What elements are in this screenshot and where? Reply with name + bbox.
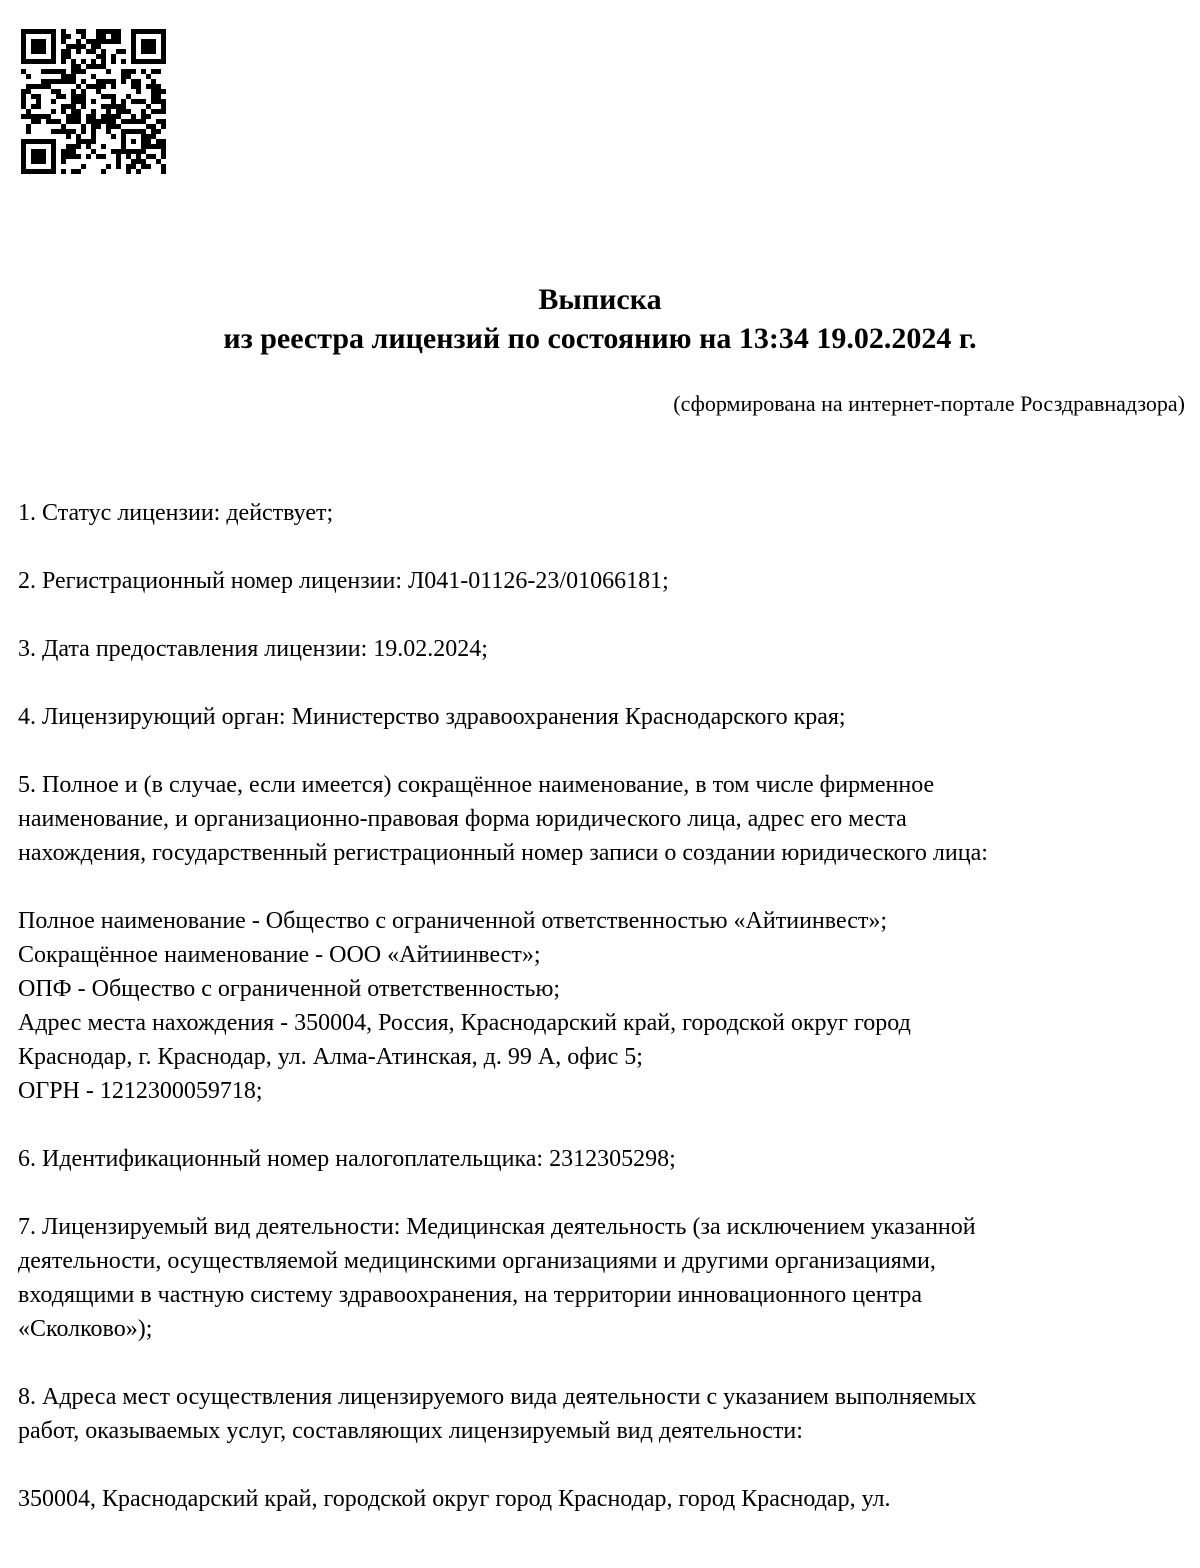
paragraph-line: 3. Дата предоставления лицензии: 19.02.2024; — [18, 636, 488, 662]
paragraph-line: работ, оказываемых услуг, составляющих лицензируемый вид деятельности: — [18, 1418, 803, 1444]
paragraph — [18, 1482, 1193, 1516]
paragraph — [18, 496, 1193, 530]
paragraph-line: Полное наименование - Общество с ограниченной ответственностью «Айтиинвест»; — [18, 908, 888, 934]
document-body — [18, 496, 1193, 1550]
paragraph-line: 350004, Краснодарский край, городской округ город Краснодар, город Краснодар, ул. — [18, 1486, 891, 1512]
document-title — [0, 280, 1200, 358]
paragraph-line: 5. Полное и (в случае, если имеется) сокращённое наименование, в том числе фирменное — [18, 772, 935, 798]
paragraph — [18, 700, 1193, 734]
paragraph — [18, 564, 1193, 598]
paragraph-line: 1. Статус лицензии: действует; — [18, 500, 334, 526]
paragraph-line: 8. Адреса мест осуществления лицензируемого вида деятельности с указанием выполняемых — [18, 1384, 977, 1410]
paragraph-line: нахождения, государственный регистрационный номер записи о создании юридического лица: — [18, 840, 988, 866]
paragraph-line: наименование, и организационно-правовая форма юридического лица, адрес его места — [18, 806, 907, 832]
paragraph-line: 2. Регистрационный номер лицензии: Л041-01126-23/01066181; — [18, 568, 669, 594]
paragraph — [18, 1380, 1193, 1448]
document-subtitle: (сформирована на интернет-портале Росздравнадзора) — [673, 391, 1185, 416]
paragraph-line: 7. Лицензируемый вид деятельности: Медицинская деятельность (за исключением указанной — [18, 1214, 976, 1240]
title-line-1: Выписка — [538, 283, 662, 316]
paragraph-line: Сокращённое наименование - ООО «Айтиинвест»; — [18, 942, 541, 968]
qr-code-icon — [21, 29, 166, 174]
paragraph-line: входящими в частную систему здравоохранения, на территории инновационного центра — [18, 1282, 923, 1308]
paragraph — [18, 904, 1193, 1108]
paragraph-line: ОПФ - Общество с ограниченной ответственностью; — [18, 976, 561, 1002]
paragraph-line: Адрес места нахождения - 350004, Россия, Краснодарский край, городской округ город — [18, 1010, 911, 1036]
paragraph-line: 6. Идентификационный номер налогоплательщика: 2312305298; — [18, 1146, 676, 1172]
paragraph — [18, 1142, 1193, 1176]
paragraph — [18, 768, 1193, 870]
paragraph-line: «Сколково»); — [18, 1316, 153, 1342]
paragraph-line: Краснодар, г. Краснодар, ул. Алма-Атинская, д. 99 А, офис 5; — [18, 1044, 643, 1070]
title-line-2: из реестра лицензий по состоянию на 13:34 19.02.2024 г. — [223, 322, 977, 355]
paragraph-line: ОГРН - 1212300059718; — [18, 1078, 263, 1104]
paragraph-line: деятельности, осуществляемой медицинскими организациями и другими организациями, — [18, 1248, 936, 1274]
paragraph — [18, 1210, 1193, 1346]
paragraph-line: 4. Лицензирующий орган: Министерство здравоохранения Краснодарского края; — [18, 704, 846, 730]
paragraph — [18, 632, 1193, 666]
